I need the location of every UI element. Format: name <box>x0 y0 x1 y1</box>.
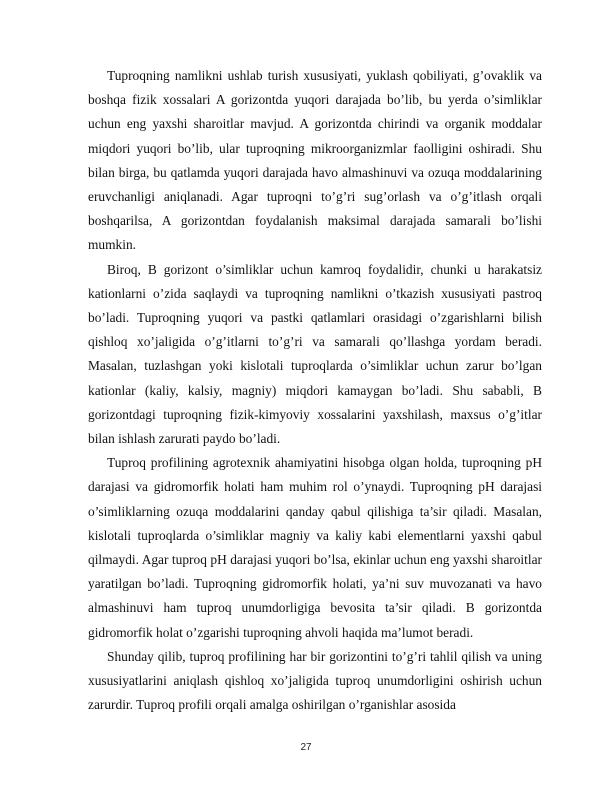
paragraph-a-horizon: Tuproqning namlikni ushlab turish xususiyati, yuklash qobiliyati, g’ovaklik va boshqa fizik xossalari A gorizontda yuqori darajada bo’lib, bu yerda o’simliklar uchun eng yaxshi sharoitlar mavjud. A gorizontda chirindi va organik moddalar miqdori yuqori bo’lib, ular tuproqning mikroorganizmlar faolligini oshiradi. Shu bilan birga, bu qatlamda yuqori darajada havo almashinuvi va ozuqa moddalarining eruvchanligi aniqlanadi. Agar tuproqni to’g’ri sug’orlash va o’g’itlash orqali boshqarilsa, A gorizontdan foydalanish maksimal darajada samarali bo’lishi mumkin. <box>88 68 542 253</box>
page-number: 27 <box>300 742 312 753</box>
paragraph-conclusion: Shunday qilib, tuproq profilining har bir gorizontini to’g’ri tahlil qilish va uning xususiyatlarini aniqlash qishloq xo’jaligida tuproq unumdorligini oshirish uchun zarurdir. Tuproq profili orqali amalga oshirilgan o’rganishlar asosida <box>88 648 542 713</box>
document-body <box>88 64 542 717</box>
paragraph-b-horizon: Biroq, B gorizont o’simliklar uchun kamroq foydalidir, chunki u harakatsiz kationlarni o’zida saqlaydi va tuproqning namlikni o’tkazish xususiyati pastroq bo’ladi. Tuproqning yuqori va pastki qatlamlari orasidagi o’zgarishlarni bilish qishloq xo’jaligida o’g’itlarni to’g’ri va samarali qo’llashga yordam beradi. Masalan, tuzlashgan yoki kislotali tuproqlarda o’simliklar uchun zarur bo’lgan kationlar (kaliy, kalsiy, magniy) miqdori kamaygan bo’ladi. Shu sababli, B gorizontdagi tuproqning fizik-kimyoviy xossalarini yaxshilash, maxsus o’g’itlar bilan ishlash zarurati paydo bo’ladi. <box>88 261 542 447</box>
paragraph-ph-hydromorphic: Tuproq profilining agrotexnik ahamiyatini hisobga olgan holda, tuproqning pH darajasi va gidromorfik holati ham muhim rol o’ynaydi. Tuproqning pH darajasi o’simliklarning ozuqa moddalarini qanday qabul qilishiga ta’sir qiladi. Masalan, kislotali tuproqlarda o’simliklar magniy va kaliy kabi elementlarni yaxshi qabul qilmaydi. Agar tuproq pH darajasi yuqori bo’lsa, ekinlar uchun eng yaxshi sharoitlar yaratilgan bo’ladi. Tuproqning gidromorfik holati, ya’ni suv muvozanati va havo almashinuvi ham tuproq unumdorligiga bevosita ta’sir qiladi. B gorizontda gidromorfik holat o’zgarishi tuproqning ahvoli haqida ma’lumot beradi. <box>88 455 542 640</box>
